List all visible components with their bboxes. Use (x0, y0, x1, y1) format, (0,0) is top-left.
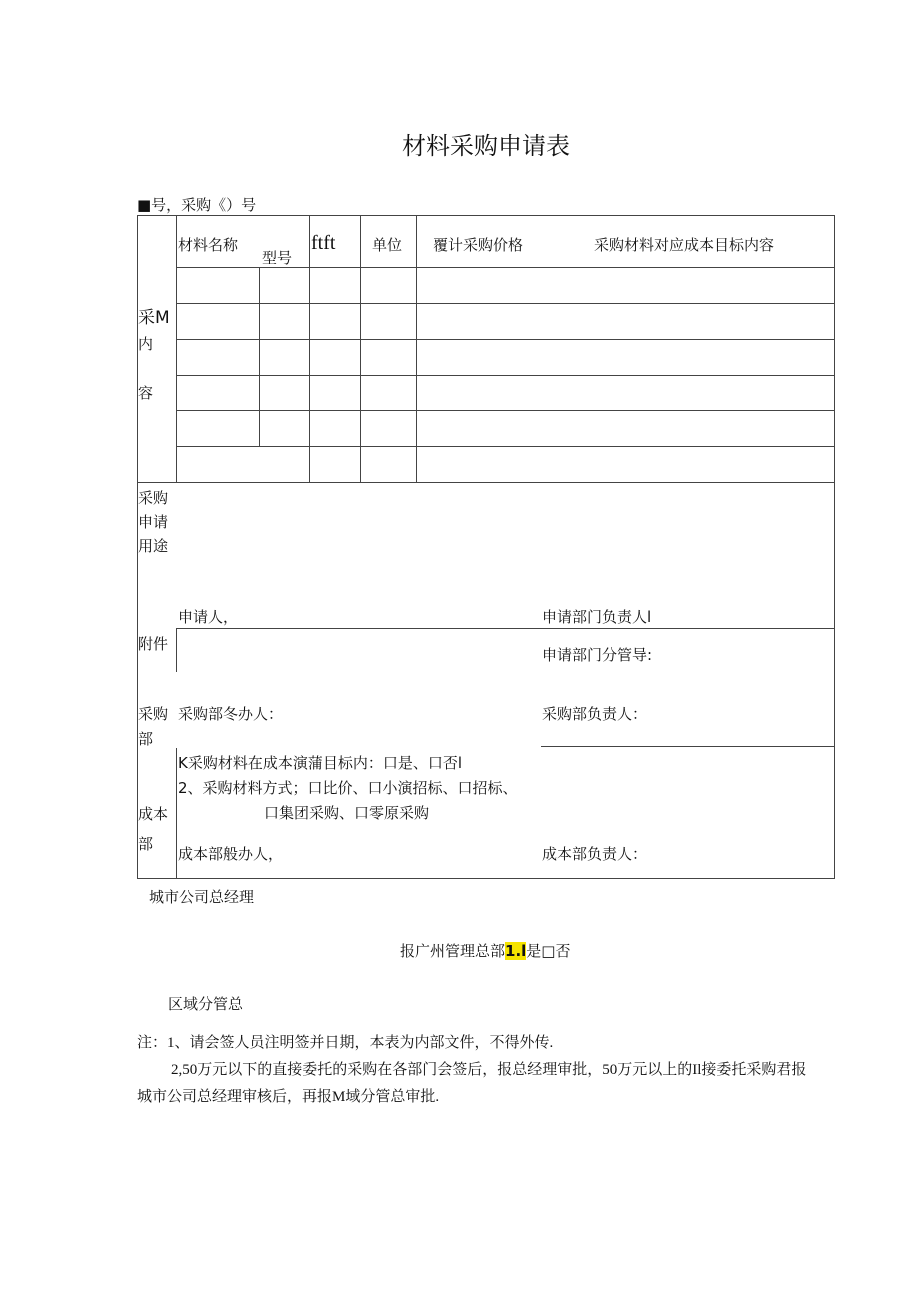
attachment-label: 附件 (138, 635, 169, 653)
header-unit: 单位 (372, 236, 403, 254)
header-quantity: ftft (311, 232, 336, 254)
grid-row-line (176, 339, 835, 340)
header-material-name: 材料名称 (178, 236, 239, 254)
grid-row-line (137, 482, 835, 483)
section-line (176, 628, 835, 629)
city-gm-label: 城市公司总经理 (149, 888, 255, 906)
grid-col-line (360, 215, 361, 482)
grid-row-line (176, 303, 835, 304)
grid-col-line (416, 215, 417, 482)
table-bottom-border (137, 878, 835, 879)
report-hq-highlight: 1.l (505, 942, 527, 960)
purchase-head-label: 采购部负责人： (542, 705, 648, 723)
grid-col-line (309, 215, 310, 482)
header-price: 覆计采购价格 (433, 236, 524, 254)
report-hq-suffix: 是□否 (526, 942, 571, 960)
cost-handler-label: 成本部般办人， (178, 845, 284, 863)
section-content-label-1: 采M (138, 308, 170, 328)
label-col-divider-cost (176, 748, 177, 879)
section-cost-label-1: 成本 (138, 805, 169, 823)
cost-head-label: 成本部负责人： (542, 845, 648, 863)
dept-head-label: 申请部门负责人l (542, 608, 652, 626)
label-col-divider (176, 215, 177, 483)
table-right-border (834, 215, 835, 879)
grid-col-line (259, 267, 260, 446)
grid-row-line (176, 410, 835, 411)
section-usage-label-2: 申请 (138, 513, 169, 531)
section-purchase-label-1: 采购 (138, 705, 169, 723)
section-line (541, 746, 835, 747)
cost-check-line-2: 2、采购材料方式；口比价、口小演招标、口招标、 (178, 779, 518, 797)
note-line-1: 注：1、请会签人员注明签并日期，本表为内部文件，不得外传. (137, 1035, 554, 1051)
section-purchase-label-2: 部 (138, 730, 154, 748)
grid-row-line (176, 446, 835, 447)
header-cost-target: 采购材料对应成本目标内容 (594, 236, 775, 254)
purchase-handler-label: 采购部冬办人： (178, 705, 284, 723)
cost-check-line-3: 口集团采购、口零原采购 (264, 804, 430, 822)
section-usage-label-3: 用途 (138, 537, 169, 555)
section-content-label-2: 内 (138, 335, 154, 353)
table-top-border (137, 215, 835, 216)
note-line-3: 城市公司总经理审核后，再报M域分管总审批. (137, 1089, 440, 1105)
report-hq-line (400, 940, 570, 961)
note-line-2: 2,50万元以下的直接委托的采购在各部门会签后，报总经理审批，50万元以上的Il接委托采购君报 (171, 1062, 807, 1078)
grid-row-line (176, 375, 835, 376)
section-cost-label-2: 部 (138, 835, 154, 853)
section-content-label-3: 容 (138, 384, 154, 402)
document-number-label: ■号，采购《）号 (137, 196, 257, 214)
regional-supervisor-label: 区域分管总 (168, 995, 244, 1013)
cost-check-line-1: K采购材料在成本演蒲目标内：口是、口否l (178, 754, 463, 772)
section-usage-label-1: 采购 (138, 489, 169, 507)
applicant-label: 申请人， (178, 608, 239, 626)
report-hq-prefix: 报广州管理总部 (400, 942, 506, 960)
label-col-divider-attach (176, 628, 177, 672)
page-title: 材料采购申请表 (402, 132, 570, 160)
dept-supervisor-label: 申请部门分管导: (542, 646, 653, 664)
header-model: 型号 (262, 249, 293, 267)
